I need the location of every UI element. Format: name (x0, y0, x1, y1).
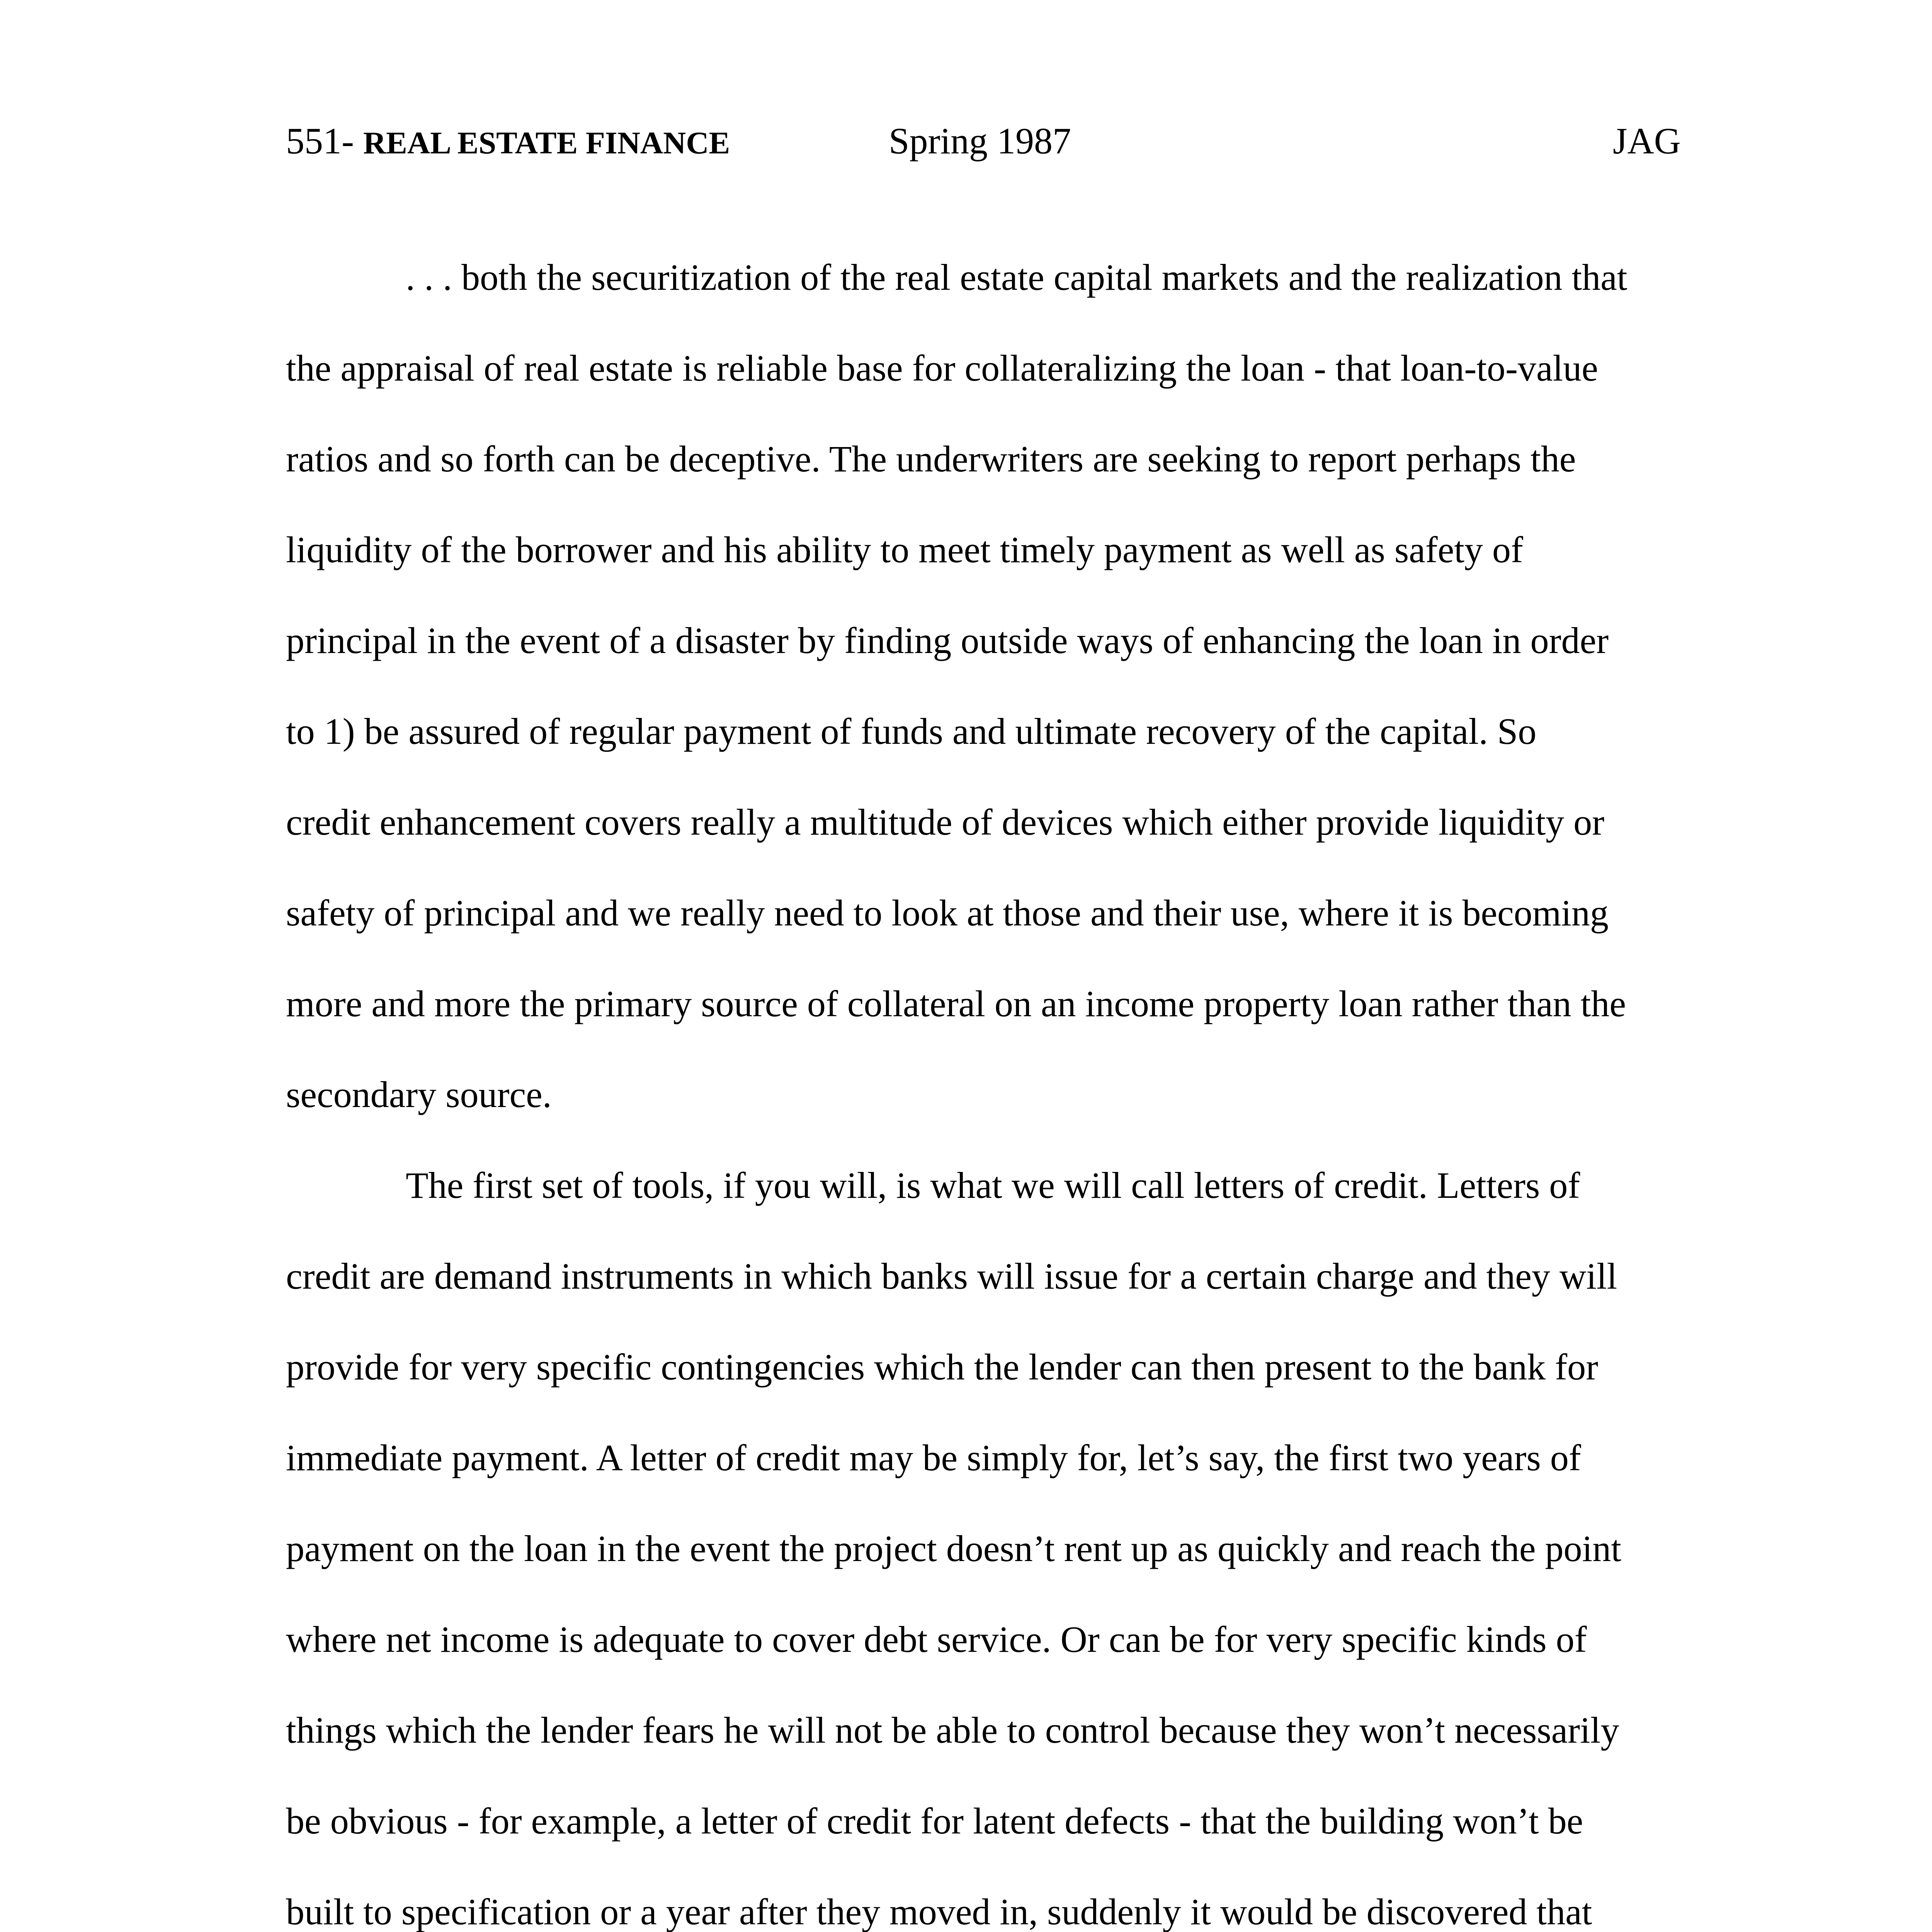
course-title: REAL ESTATE FINANCE (363, 125, 730, 160)
page-header (286, 116, 1681, 166)
author-initials: JAG (1612, 120, 1681, 162)
course-number: 551- (286, 120, 363, 162)
term-label: Spring 1987 (889, 120, 1071, 162)
paragraph: . . . both the securitization of the real estate capital markets and the realization that the appraisal of real estate is reliable base for collateralizing the loan - that loan-to-value ratios and so forth can be deceptive. The underwriters are seeking to report perhaps the liquidity of the borrower and his ability to meet timely payment as well as safety of principal in the event of a disaster by finding outside ways of enhancing the loan in order to 1) be assured of regular payment of funds and ultimate recovery of the capital. So credit enhancement covers really a multitude of devices which either provide liquidity or safety of principal and we really need to look at those and their use, where it is becoming more and more the primary source of collateral on an income property loan rather than the secondary source. (286, 257, 1628, 1115)
course-heading (286, 116, 730, 168)
paragraph: The first set of tools, if you will, is what we will call letters of credit. Letters of credit are demand instruments in which banks will issue for a certain charge and they will provide for very specific contingencies which the lender can then present to the bank for immediate payment. A letter of credit may be simply for, let’s say, the first two years of payment on the loan in the event the project doesn’t rent up as quickly and reach the point where net income is adequate to cover debt service. Or can be for very specific kinds of things which the lender fears he will not be able to control because they won’t necessarily be obvious - for example, a letter of credit for latent defects - that the building won’t be built to specification or a year after they moved in, suddenly it would be discovered that (286, 1165, 1621, 1932)
body-text (286, 232, 1692, 1932)
